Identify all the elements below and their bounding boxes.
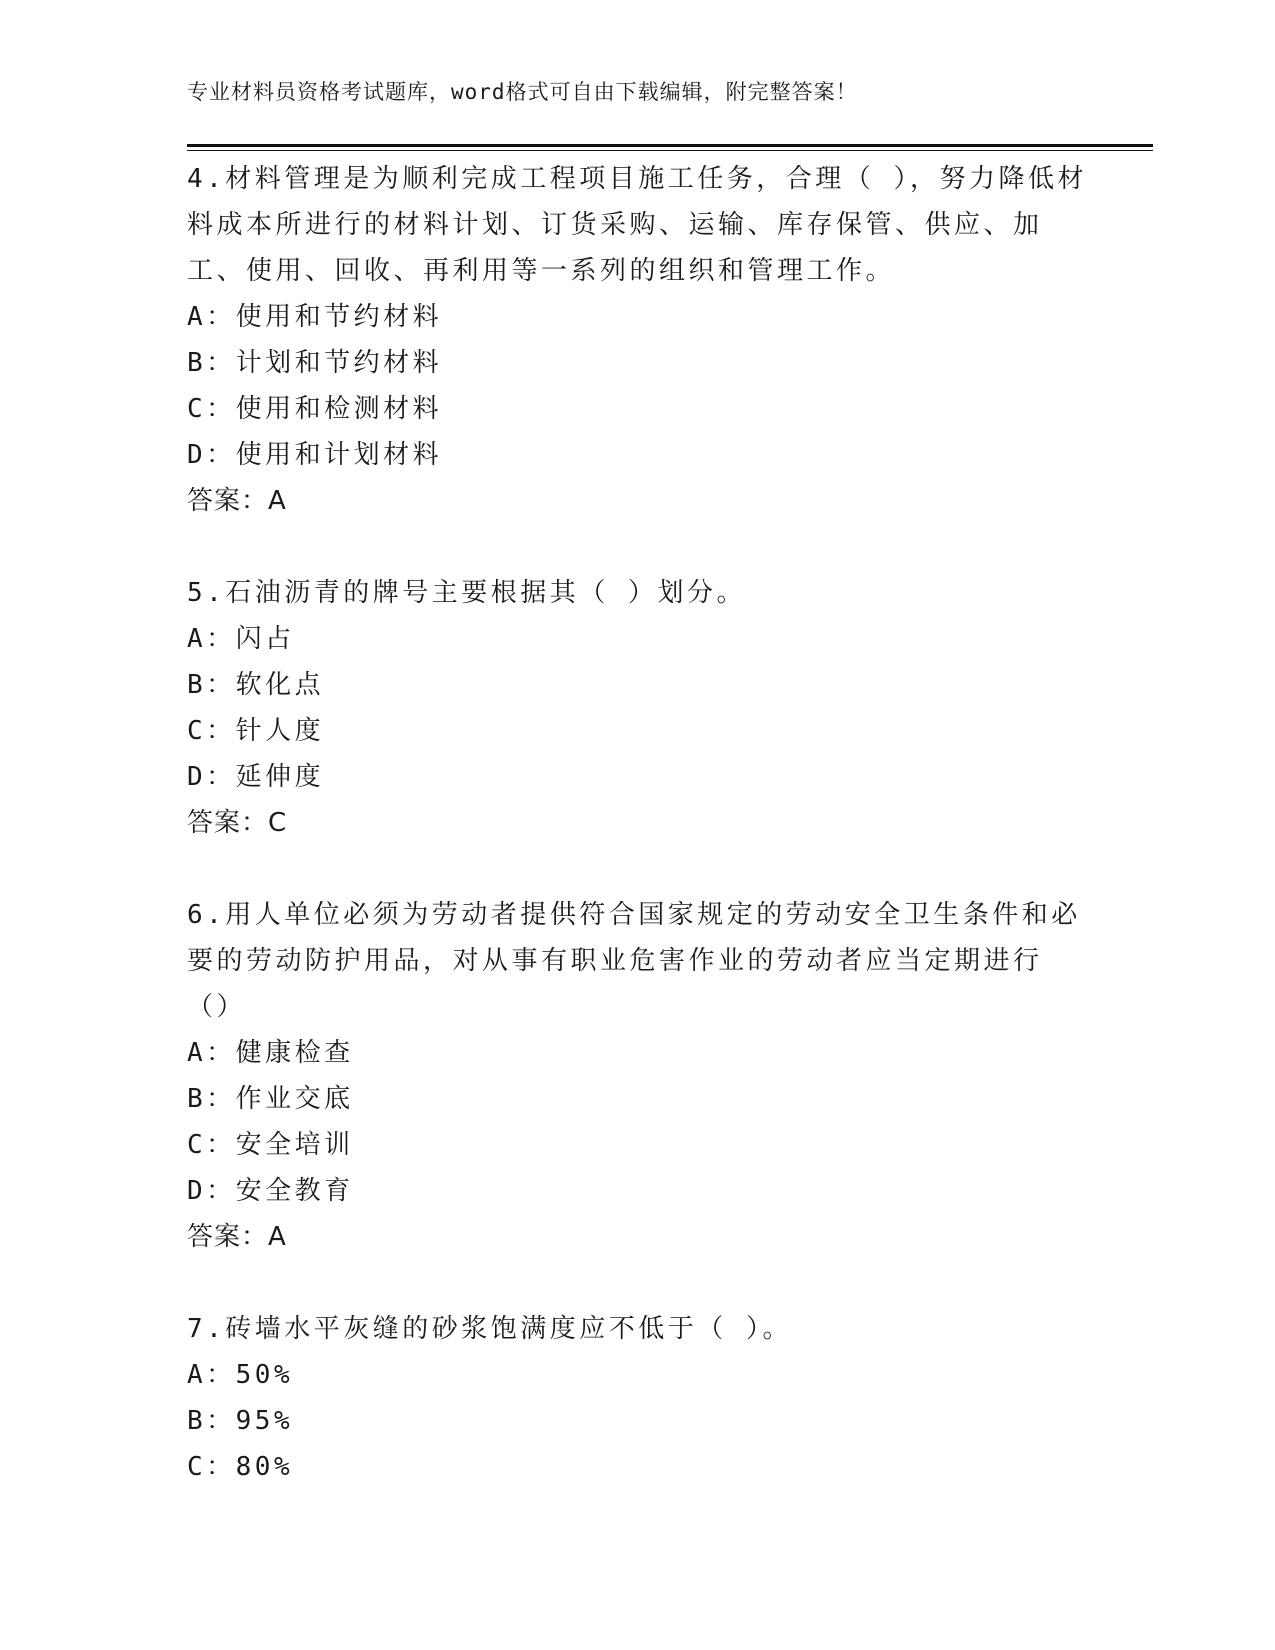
- question-7: [187, 1306, 1087, 1490]
- option-a: A：使用和节约材料: [187, 302, 443, 332]
- option-c: C：使用和检测材料: [187, 394, 443, 424]
- option-b: B：计划和节约材料: [187, 348, 443, 378]
- answer: 答案：A: [187, 1222, 287, 1252]
- question-text: 7.砖墙水平灰缝的砂浆饱满度应不低于（ ）。: [187, 1314, 792, 1344]
- option-c: C：80%: [187, 1452, 294, 1482]
- option-b: B：95%: [187, 1406, 294, 1436]
- question-text: 5.石油沥青的牌号主要根据其（ ）划分。: [187, 578, 746, 608]
- header-rule-thin: [187, 150, 1153, 151]
- question-list: [187, 156, 1087, 1536]
- question-4: [187, 156, 1087, 524]
- option-c: C：针人度: [187, 716, 325, 746]
- header-rule-thick: [187, 144, 1153, 147]
- page-header: 专业材料员资格考试题库，word格式可自由下载编辑，附完整答案！: [187, 80, 858, 104]
- option-b: B：作业交底: [187, 1084, 354, 1114]
- option-c: C：安全培训: [187, 1130, 354, 1160]
- option-d: D：安全教育: [187, 1176, 354, 1206]
- question-5: [187, 570, 1087, 846]
- option-d: D：使用和计划材料: [187, 440, 443, 470]
- answer: 答案：C: [187, 808, 288, 838]
- question-text: 4.材料管理是为顺利完成工程项目施工任务，合理（ ），努力降低材料成本所进行的材料计划、订货采购、运输、库存保管、供应、加工、使用、回收、再利用等一系列的组织和管理工作。: [187, 164, 1087, 286]
- option-b: B：软化点: [187, 670, 325, 700]
- question-6: [187, 892, 1087, 1260]
- option-d: D：延伸度: [187, 762, 325, 792]
- option-a: A：50%: [187, 1360, 294, 1390]
- question-text: 6.用人单位必须为劳动者提供符合国家规定的劳动安全卫生条件和必要的劳动防护用品，对从事有职业危害作业的劳动者应当定期进行（）: [187, 900, 1081, 1022]
- option-a: A：健康检查: [187, 1038, 354, 1068]
- option-a: A：闪占: [187, 624, 295, 654]
- answer: 答案：A: [187, 486, 287, 516]
